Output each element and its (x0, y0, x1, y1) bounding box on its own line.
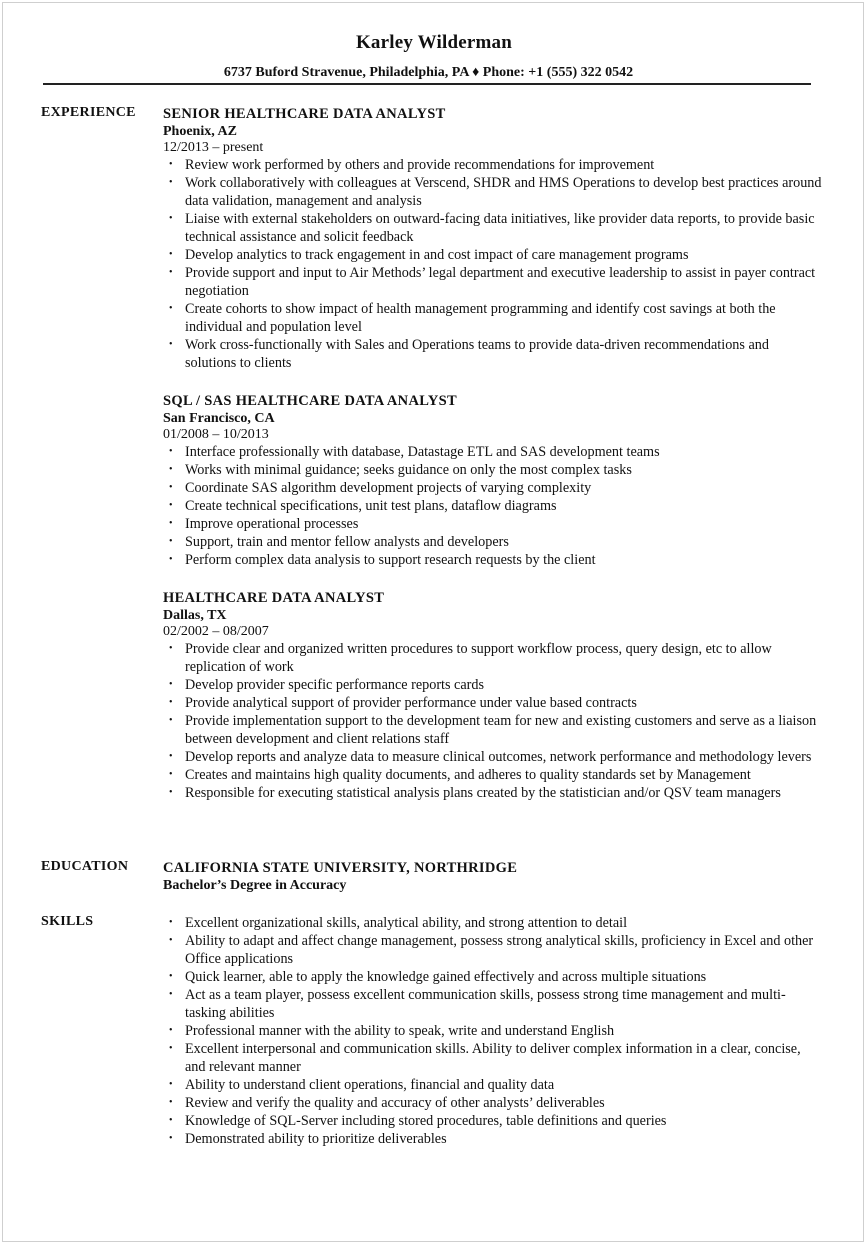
bullet-icon: • (169, 1133, 173, 1144)
list-item (163, 1094, 823, 1112)
bullet-icon: • (169, 715, 173, 726)
list-item (163, 1112, 823, 1130)
bullet-icon: • (169, 697, 173, 708)
bullet-icon: • (169, 917, 173, 928)
contact-line: 6737 Buford Stravenue, Philadelphia, PA ♦ Phone: +1 (555) 322 0542 (223, 65, 634, 80)
bullet-text: Quick learner, able to apply the knowledge gained effectively and across multiple situations (185, 969, 707, 985)
list-item (163, 1130, 823, 1148)
bullet-icon: • (169, 177, 173, 188)
list-item (163, 443, 823, 461)
job-dates: 01/2008 – 10/2013 (163, 427, 269, 442)
bullet-text: Act as a team player, possess excellent communication skills, possess strong time management and multi-tasking abilities (185, 987, 786, 1021)
bullet-icon: • (169, 339, 173, 350)
resume-page (2, 2, 864, 1242)
school-name: CALIFORNIA STATE UNIVERSITY, NORTHRIDGE (163, 860, 518, 876)
list-item (163, 712, 823, 748)
bullet-text: Knowledge of SQL-Server including stored procedures, table definitions and queries (185, 1113, 667, 1129)
list-item (163, 533, 823, 551)
bullet-text: Create cohorts to show impact of health management programming and identify cost savings at both the individual and population level (185, 301, 776, 335)
list-item (163, 174, 823, 210)
bullet-text: Coordinate SAS algorithm development projects of varying complexity (185, 480, 592, 496)
experience-list (163, 105, 823, 822)
bullet-icon: • (169, 159, 173, 170)
bullet-icon: • (169, 769, 173, 780)
bullet-text: Provide support and input to Air Methods’ legal department and executive leadership to assist in payer contract negotiation (185, 265, 816, 299)
list-item (163, 968, 823, 986)
list-item (163, 1022, 823, 1040)
bullet-text: Interface professionally with database, Datastage ETL and SAS development teams (185, 444, 660, 460)
list-item (163, 766, 823, 784)
job-title: SQL / SAS HEALTHCARE DATA ANALYST (163, 393, 457, 409)
bullet-icon: • (169, 482, 173, 493)
list-item (163, 914, 823, 932)
list-item (163, 784, 823, 802)
bullet-icon: • (169, 500, 173, 511)
bullet-icon: • (169, 989, 173, 1000)
list-item (163, 479, 823, 497)
job-entry (163, 589, 823, 802)
bullet-icon: • (169, 464, 173, 475)
list-item (163, 1076, 823, 1094)
job-location: Dallas, TX (163, 608, 227, 623)
list-item (163, 676, 823, 694)
bullet-text: Works with minimal guidance; seeks guidance on only the most complex tasks (185, 462, 632, 478)
job-entry (163, 105, 823, 372)
bullet-text: Ability to understand client operations, financial and quality data (185, 1077, 555, 1093)
header-divider (43, 83, 811, 85)
bullet-text: Work collaboratively with colleagues at Verscend, SHDR and HMS Operations to develop best practices around data validation, management and analysis (185, 175, 822, 209)
bullet-text: Review work performed by others and provide recommendations for improvement (185, 157, 655, 173)
list-item (163, 497, 823, 515)
bullet-icon: • (169, 249, 173, 260)
job-bullets (163, 640, 823, 802)
bullet-text: Professional manner with the ability to speak, write and understand English (185, 1023, 615, 1039)
bullet-text: Excellent organizational skills, analytical ability, and strong attention to detail (185, 915, 628, 931)
bullet-text: Provide analytical support of provider performance under value based contracts (185, 695, 637, 711)
bullet-icon: • (169, 1079, 173, 1090)
education-entry (163, 859, 823, 895)
bullet-text: Perform complex data analysis to support research requests by the client (185, 552, 596, 568)
list-item (163, 210, 823, 246)
bullet-text: Create technical specifications, unit test plans, dataflow diagrams (185, 498, 557, 514)
candidate-name: Karley Wilderman (355, 32, 513, 53)
bullet-icon: • (169, 751, 173, 762)
job-location: San Francisco, CA (163, 411, 275, 426)
job-location: Phoenix, AZ (163, 124, 237, 139)
bullet-text: Creates and maintains high quality documents, and adheres to quality standards set by Management (185, 767, 751, 783)
bullet-icon: • (169, 643, 173, 654)
bullet-text: Develop reports and analyze data to measure clinical outcomes, network performance and methodology levers (185, 749, 812, 765)
list-item (163, 551, 823, 569)
bullet-icon: • (169, 518, 173, 529)
list-item (163, 461, 823, 479)
job-dates: 02/2002 – 08/2007 (163, 624, 269, 639)
job-entry (163, 392, 823, 569)
job-title: SENIOR HEALTHCARE DATA ANALYST (163, 106, 446, 122)
section-label-education: EDUCATION (41, 859, 129, 874)
list-item (163, 932, 823, 968)
bullet-icon: • (169, 935, 173, 946)
list-item (163, 300, 823, 336)
list-item (163, 1040, 823, 1076)
list-item (163, 748, 823, 766)
bullet-icon: • (169, 1115, 173, 1126)
bullet-icon: • (169, 1043, 173, 1054)
bullet-text: Ability to adapt and affect change management, possess strong analytical skills, proficiency in Excel and other Office applications (185, 933, 814, 967)
bullet-icon: • (169, 554, 173, 565)
list-item (163, 694, 823, 712)
list-item (163, 336, 823, 372)
skill-bullets (163, 914, 823, 1148)
list-item (163, 986, 823, 1022)
list-item (163, 515, 823, 533)
bullet-text: Excellent interpersonal and communication skills. Ability to deliver complex information in a clear, concise, and relevant manner (185, 1041, 801, 1075)
job-bullets (163, 443, 823, 569)
degree-name: Bachelor’s Degree in Accuracy (163, 878, 347, 893)
bullet-icon: • (169, 267, 173, 278)
job-dates: 12/2013 – present (163, 140, 264, 155)
section-label-skills: SKILLS (41, 914, 94, 929)
bullet-icon: • (169, 1025, 173, 1036)
list-item (163, 640, 823, 676)
bullet-text: Develop analytics to track engagement in and cost impact of care management programs (185, 247, 689, 263)
bullet-icon: • (169, 679, 173, 690)
bullet-icon: • (169, 213, 173, 224)
bullet-text: Develop provider specific performance reports cards (185, 677, 484, 693)
bullet-text: Support, train and mentor fellow analysts and developers (185, 534, 509, 550)
bullet-text: Improve operational processes (185, 516, 359, 532)
list-item (163, 156, 823, 174)
section-label-experience: EXPERIENCE (41, 105, 136, 120)
bullet-text: Liaise with external stakeholders on outward-facing data initiatives, like provider data reports, to provide basic technical assistance and solicit feedback (185, 211, 815, 245)
bullet-icon: • (169, 971, 173, 982)
job-bullets (163, 156, 823, 372)
bullet-text: Provide implementation support to the development team for new and existing customers and serve as a liaison between development and client relations staff (185, 713, 817, 747)
list-item (163, 246, 823, 264)
bullet-icon: • (169, 446, 173, 457)
bullet-text: Provide clear and organized written procedures to support workflow process, query design, etc to allow replication of work (185, 641, 772, 675)
job-title: HEALTHCARE DATA ANALYST (163, 590, 385, 606)
bullet-text: Work cross-functionally with Sales and Operations teams to provide data-driven recommendations and solutions to clients (185, 337, 769, 371)
bullet-icon: • (169, 1097, 173, 1108)
bullet-icon: • (169, 787, 173, 798)
skills-list (163, 914, 823, 1148)
list-item (163, 264, 823, 300)
bullet-icon: • (169, 303, 173, 314)
bullet-text: Responsible for executing statistical analysis plans created by the statistician and/or QSV team managers (185, 785, 781, 801)
bullet-text: Review and verify the quality and accuracy of other analysts’ deliverables (185, 1095, 605, 1111)
bullet-text: Demonstrated ability to prioritize deliverables (185, 1131, 447, 1147)
bullet-icon: • (169, 536, 173, 547)
